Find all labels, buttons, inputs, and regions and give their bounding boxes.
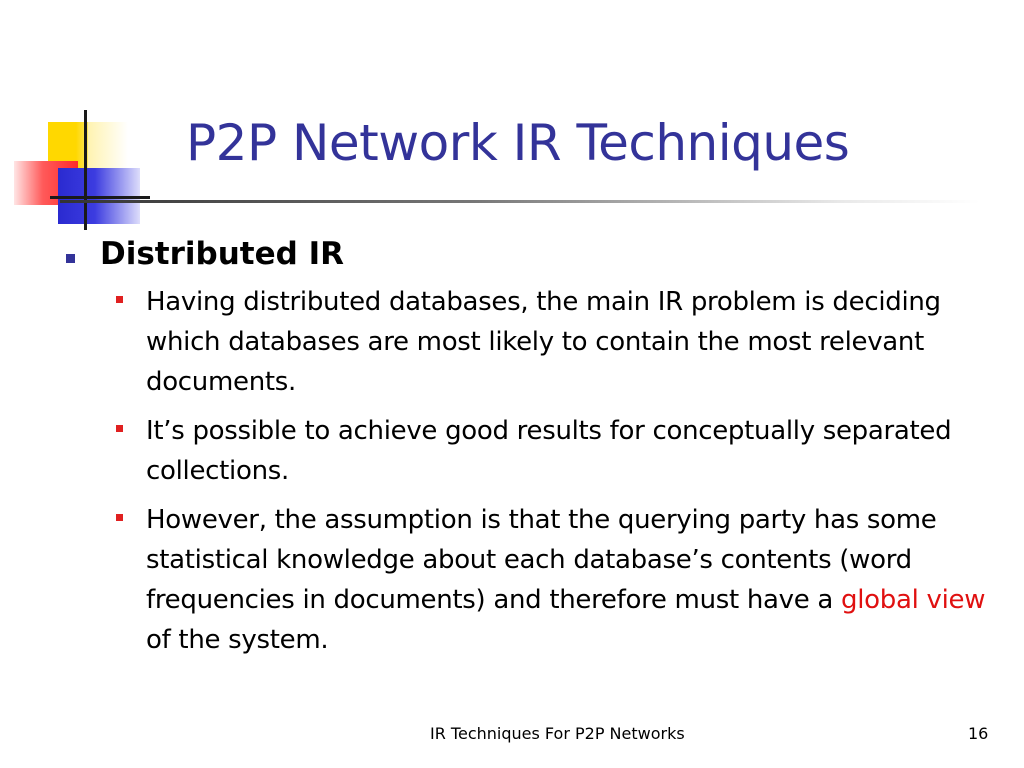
square-bullet-icon	[116, 296, 123, 303]
square-bullet-icon	[66, 254, 75, 263]
slide-footer	[0, 724, 1024, 748]
logo-horizontal-line	[50, 196, 150, 199]
logo-yellow-fade	[88, 122, 128, 168]
square-bullet-icon	[116, 514, 123, 521]
level1-item	[62, 232, 992, 276]
list-item	[62, 282, 992, 402]
list-item	[62, 411, 992, 491]
decorative-squares-logo-icon	[0, 100, 150, 230]
slide-title: P2P Network IR Techniques	[186, 114, 850, 172]
section-heading: Distributed IR	[100, 236, 345, 272]
sub-bullet-list	[62, 282, 992, 660]
highlighted-term: global view	[841, 585, 986, 615]
title-underline	[60, 200, 980, 203]
page-number: 16	[968, 724, 989, 743]
slide-content	[62, 232, 992, 669]
bullet-text: It’s possible to achieve good results for conceptually separated collections.	[146, 416, 952, 486]
list-item	[62, 500, 992, 660]
bullet-text-after: of the system.	[146, 625, 329, 655]
square-bullet-icon	[116, 425, 123, 432]
bullet-text: Having distributed databases, the main IR problem is deciding which databases are most likely to contain the most relevant documents.	[146, 287, 941, 397]
logo-vertical-line	[84, 110, 87, 230]
bullet-text-before: However, the assumption is that the querying party has some statistical knowledge about each database’s contents (word frequencies in documents) and therefore must have a	[146, 505, 937, 615]
footer-title: IR Techniques For P2P Networks	[430, 724, 685, 743]
bullet-text	[146, 505, 985, 655]
